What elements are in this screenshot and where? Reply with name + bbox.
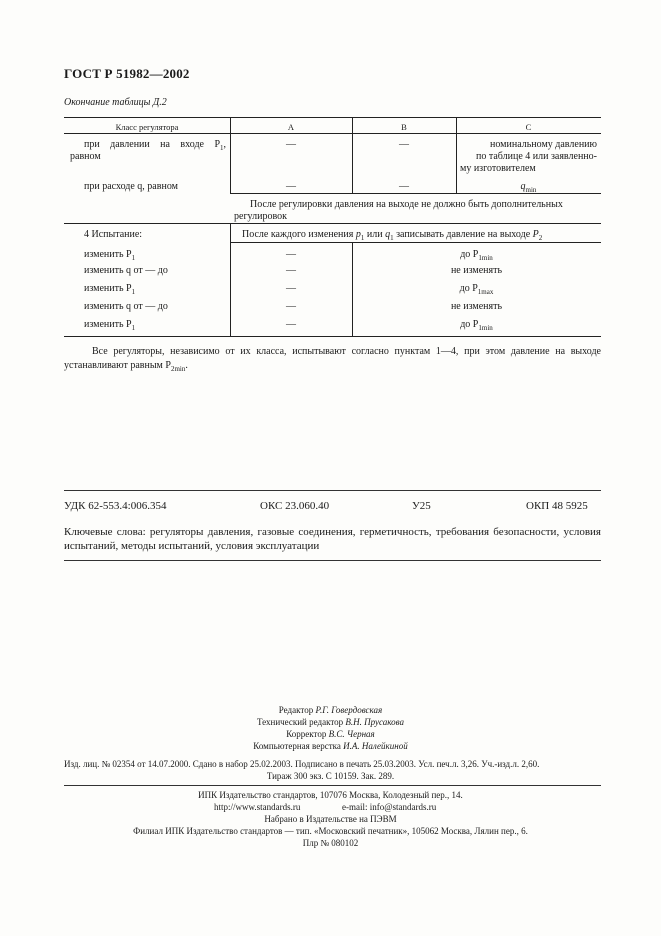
column-header-c: С <box>525 122 532 132</box>
divider <box>64 785 601 786</box>
publisher-website: http://www.standards.ru <box>214 802 301 812</box>
test-item-a: — <box>286 319 296 330</box>
imprint-tech-editor: Технический редактор В.Н. Прусакова <box>256 717 405 727</box>
okp-code: ОКП 48 5925 <box>526 500 588 512</box>
pressure-c-line-3: му изготовителем <box>460 163 536 174</box>
test-item-a: — <box>286 283 296 294</box>
column-header-b: В <box>401 122 407 132</box>
divider <box>64 490 601 491</box>
test-note: После каждого изменения $p_1$ или $q_1$ записывать давление на выходе $P_2$ <box>242 229 543 242</box>
divider <box>64 560 601 561</box>
pressure-b: — <box>399 139 409 150</box>
test-item-label: изменить $P_1$ <box>84 319 136 332</box>
publisher-branch: Филиал ИПК Издательство стандартов — тип. «Московский печатник», 105062 Москва, Лялин пер., 6. <box>133 826 528 836</box>
udk-code: УДК 62-553.4:006.354 <box>64 500 167 512</box>
general-note: Все регуляторы, независимо от их класса, испытывают согласно пунктам 1—4, при этом давление на выходе устанавливают равным $P_{2min}$. <box>64 346 601 373</box>
imprint-layout: Компьютерная верстка И.А. Налейкиной <box>253 741 408 751</box>
test-item-bc: до $P_{1max}$ <box>459 283 494 296</box>
flow-row-label: при расходе q, равном <box>84 181 178 192</box>
imprint-license: Изд. лиц. № 02354 от 14.07.2000. Сдано в набор 25.02.2003. Подписано в печать 25.03.2003. Усл. печ.л. 3,26. Уч.-изд.л. 2,60. <box>64 759 540 769</box>
test-item-bc: не изменять <box>450 265 503 276</box>
spec-table <box>64 117 601 337</box>
pressure-c-line-2: по таблице 4 или заявленно- <box>476 151 597 162</box>
adjustment-note-line-2: регулировок <box>234 211 287 222</box>
publisher-email: e-mail: info@standards.ru <box>342 802 437 812</box>
document-header: ГОСТ Р 51982—2002 <box>64 66 190 81</box>
test-item-label: изменить $P_1$ <box>84 249 136 262</box>
publisher-license: Плр № 080102 <box>302 838 359 848</box>
imprint-corrector: Корректор В.С. Черная <box>286 729 375 739</box>
test-item-a: — <box>286 265 296 276</box>
column-header-a: А <box>287 122 295 132</box>
u-code: У25 <box>412 500 431 512</box>
test-item-a: — <box>286 301 296 312</box>
test-item-label: изменить q от — до <box>84 301 168 312</box>
test-item-label: изменить $P_1$ <box>84 283 136 296</box>
test-item-bc: до $P_{1min}$ <box>460 249 493 262</box>
adjustment-note-line-1: После регулировки давления на выходе не должно быть дополнительных <box>250 199 563 210</box>
flow-c: $q_{min}$ <box>520 181 537 194</box>
publisher-address: ИПК Издательство стандартов, 107076 Москва, Колодезный пер., 14. <box>198 790 463 800</box>
oks-code: ОКС 23.060.40 <box>260 500 330 512</box>
pressure-a: — <box>286 139 296 150</box>
flow-a: — <box>286 181 296 192</box>
pressure-row-label-2: равном <box>70 151 101 162</box>
pressure-c-line-1: номинальному давлению <box>490 139 597 150</box>
test-item-bc: не изменять <box>450 301 503 312</box>
test-item-a: — <box>286 249 296 260</box>
column-header-class: Класс регулятора <box>115 122 179 132</box>
imprint-print-run: Тираж 300 экз. С 10159. Зак. 289. <box>266 771 395 781</box>
keywords: Ключевые слова: регуляторы давления, газовые соединения, герметичность, требования безопасности, условия испытаний, методы испытаний, условия эксплуатации <box>64 526 601 552</box>
publisher-typeset: Набрано в Издательстве на ПЭВМ <box>264 814 397 824</box>
pressure-row-label: при давлении на входе $P_1$, <box>84 139 226 152</box>
test-row-label: 4 Испытание: <box>84 229 143 240</box>
flow-b: — <box>399 181 409 192</box>
imprint-editor: Редактор Р.Г. Говердовская <box>278 705 383 715</box>
test-item-label: изменить q от — до <box>84 265 168 276</box>
test-item-bc: до $P_{1min}$ <box>460 319 493 332</box>
table-caption: Окончание таблицы Д.2 <box>64 97 167 108</box>
